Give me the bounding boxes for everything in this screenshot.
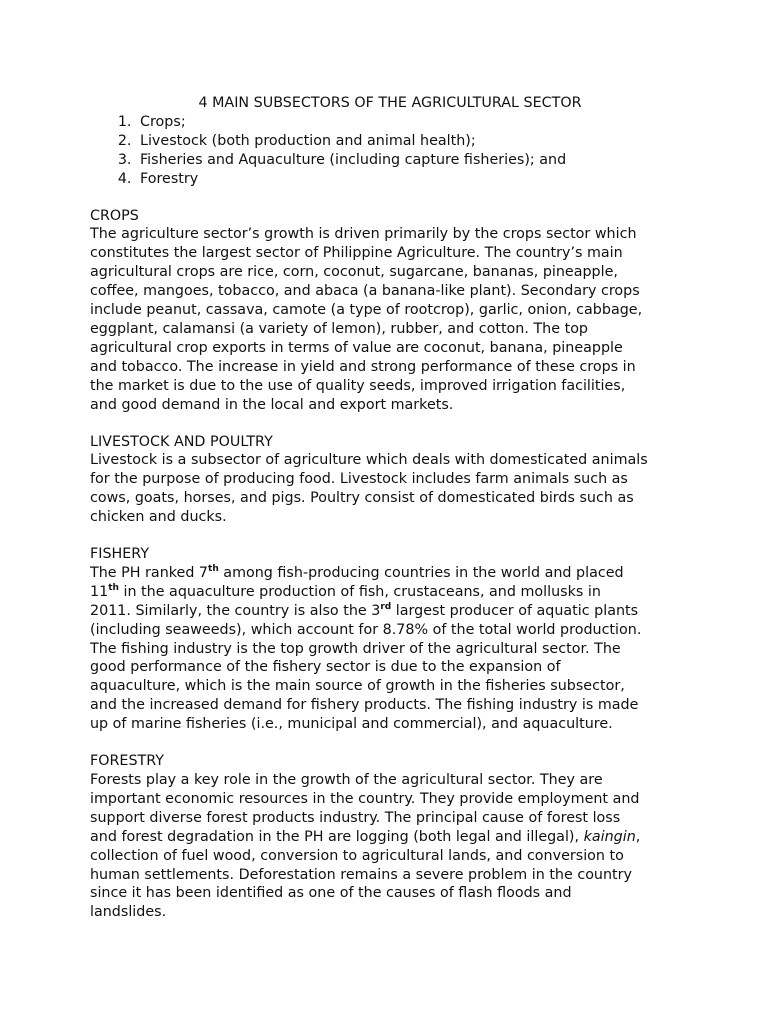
text-line (90, 583, 690, 602)
text-run: 11 (90, 583, 109, 600)
text-line: and tobacco. The increase in yield and strong performance of these crops in (90, 358, 636, 375)
fishery-section (90, 545, 690, 734)
text-line: cows, goats, horses, and pigs. Poultry consist of domesticated birds such as (90, 490, 634, 507)
text-run: 2011. Similarly, the country is also the 3 (90, 602, 381, 619)
text-line: good performance of the fishery sector is due to the expansion of (90, 659, 561, 676)
text-line: The fishing industry is the top growth driver of the agricultural sector. The (90, 640, 621, 657)
forestry-body (90, 771, 690, 922)
text-line: and the increased demand for fishery products. The fishing industry is made (90, 697, 639, 714)
text-line: The agriculture sector’s growth is driven primarily by the crops sector which (90, 226, 637, 243)
livestock-section (90, 433, 690, 528)
ordinal-suffix: th (208, 564, 219, 575)
subsector-list (90, 113, 690, 189)
text-line (90, 602, 690, 621)
text-line: since it has been identified as one of the causes of flash floods and (90, 885, 572, 902)
text-line: chicken and ducks. (90, 509, 227, 526)
text-line: landslides. (90, 904, 167, 921)
text-run: largest producer of aquatic plants (391, 602, 639, 619)
text-run: in the aquaculture production of fish, crustaceans, and mollusks in (118, 583, 601, 600)
text-line: up of marine fisheries (i.e., municipal and commercial), and aquaculture. (90, 716, 613, 733)
text-line: for the purpose of producing food. Livestock includes farm animals such as (90, 471, 628, 488)
text-line: agricultural crops are rice, corn, coconut, sugarcane, bananas, pineapple, (90, 264, 618, 281)
text-run: The PH ranked 7 (90, 564, 209, 581)
text-line: constitutes the largest sector of Philippine Agriculture. The country’s main (90, 245, 623, 262)
text-line: support diverse forest products industry. The principal cause of forest loss (90, 809, 621, 826)
text-line: important economic resources in the country. They provide employment and (90, 790, 640, 807)
text-line: coffee, mangoes, tobacco, and abaca (a banana-like plant). Secondary crops (90, 283, 640, 300)
document-page (90, 94, 690, 922)
list-item: 2. Livestock (both production and animal health); (136, 132, 690, 151)
crops-body (90, 225, 690, 414)
text-line: Forests play a key role in the growth of the agricultural sector. They are (90, 772, 603, 788)
text-line: the market is due to the use of quality seeds, improved irrigation facilities, (90, 377, 626, 394)
text-run: , (635, 828, 641, 845)
crops-section (90, 207, 690, 415)
text-run: and forest degradation in the PH are logging (both legal and illegal), (90, 828, 584, 845)
forestry-heading: FORESTRY (90, 753, 165, 770)
forestry-section (90, 752, 690, 922)
livestock-heading: LIVESTOCK AND POULTRY (90, 433, 273, 450)
fishery-heading: FISHERY (90, 546, 150, 563)
list-item: 3. Fisheries and Aquaculture (including capture fisheries); and (136, 151, 690, 170)
text-line: aquaculture, which is the main source of growth in the fisheries subsector, (90, 678, 625, 695)
list-item: 1. Crops; (136, 113, 690, 132)
ordinal-suffix: rd (380, 601, 392, 612)
text-line: include peanut, cassava, camote (a type of rootcrop), garlic, onion, cabbage, (90, 302, 643, 319)
list-item: 4. Forestry (136, 170, 690, 189)
text-run: among fish-producing countries in the world and placed (218, 564, 624, 581)
crops-heading: CROPS (90, 207, 139, 224)
text-line: eggplant, calamansi (a variety of lemon), rubber, and cotton. The top (90, 320, 589, 337)
text-line: collection of fuel wood, conversion to agricultural lands, and conversion to (90, 847, 624, 864)
italic-term: kaingin (583, 828, 636, 845)
document-title: 4 MAIN SUBSECTORS OF THE AGRICULTURAL SECTOR (198, 95, 582, 111)
text-line (90, 564, 690, 583)
text-line: human settlements. Deforestation remains a severe problem in the country (90, 866, 633, 883)
text-line: and good demand in the local and export markets. (90, 396, 454, 413)
livestock-body (90, 451, 690, 527)
text-line: (including seaweeds), which account for 8.78% of the total world production. (90, 621, 642, 638)
ordinal-suffix: th (108, 583, 119, 594)
fishery-body (90, 564, 690, 734)
text-line: Livestock is a subsector of agriculture which deals with domesticated animals (90, 452, 648, 469)
text-line (90, 828, 690, 847)
text-line: agricultural crop exports in terms of value are coconut, banana, pineapple (90, 339, 623, 356)
